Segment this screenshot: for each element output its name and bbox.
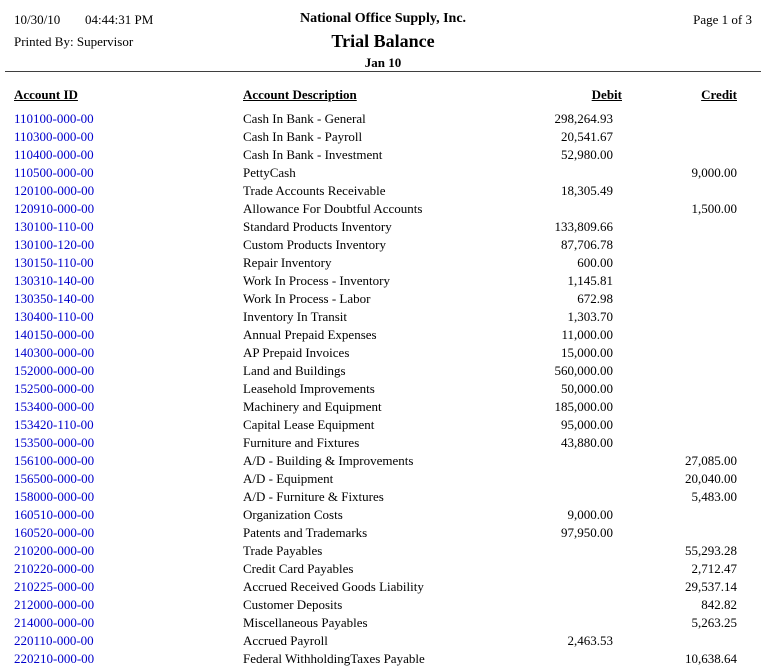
account-description-cell [243,236,500,254]
account-id-link[interactable]: 140150-000-00 [14,327,95,342]
account-id-link[interactable]: 160520-000-00 [14,525,95,540]
account-description-cell [243,596,500,614]
debit-cell [500,182,622,200]
column-header-account-id: Account ID [14,87,78,102]
credit-cell [622,254,737,272]
company-name: National Office Supply, Inc. [299,11,467,26]
credit-cell [622,470,737,488]
credit-amount: 2,712.47 [691,561,737,576]
credit-cell [622,164,737,182]
credit-amount: 55,293.28 [685,543,737,558]
credit-cell [622,542,737,560]
credit-cell [622,434,737,452]
debit-cell [500,326,622,344]
account-id-cell [0,578,243,596]
account-id-cell [0,200,243,218]
debit-cell [500,434,622,452]
debit-cell [500,128,622,146]
account-id-cell [0,110,243,128]
account-id-cell [0,362,243,380]
credit-cell [622,362,737,380]
account-description-cell [243,614,500,632]
account-id-cell [0,164,243,182]
account-description-cell [243,506,500,524]
account-description: Customer Deposits [243,597,343,612]
credit-amount: 5,483.00 [691,489,737,504]
account-description: A/D - Furniture & Fixtures [243,489,384,504]
table-row [0,344,766,362]
account-description-cell [243,344,500,362]
account-description-cell [243,110,500,128]
debit-amount: 87,706.78 [561,237,613,252]
account-id-link[interactable]: 153400-000-00 [14,399,95,414]
account-id-link[interactable]: 212000-000-00 [14,597,95,612]
table-row [0,326,766,344]
debit-amount: 20,541.67 [561,129,613,144]
table-row [0,596,766,614]
table-row [0,308,766,326]
debit-amount: 1,145.81 [567,273,613,288]
credit-amount: 5,263.25 [691,615,737,630]
account-id-cell [0,290,243,308]
debit-cell [500,488,622,506]
account-id-cell [0,344,243,362]
debit-amount: 1,303.70 [567,309,613,324]
account-description: Land and Buildings [243,363,346,378]
account-id-cell [0,506,243,524]
account-id-link[interactable]: 152500-000-00 [14,381,95,396]
account-description: Capital Lease Equipment [243,417,375,432]
debit-amount: 133,809.66 [554,219,613,234]
debit-cell [500,578,622,596]
credit-cell [622,236,737,254]
account-id-link[interactable]: 130100-120-00 [14,237,95,252]
debit-cell [500,380,622,398]
account-description: Accrued Payroll [243,633,328,648]
account-id-link[interactable]: 110100-000-00 [14,111,94,126]
debit-cell [500,254,622,272]
account-id-cell [0,416,243,434]
account-id-link[interactable]: 153500-000-00 [14,435,95,450]
column-header-cell [0,87,243,103]
account-id-cell [0,560,243,578]
account-id-cell [0,596,243,614]
debit-cell [500,542,622,560]
account-description-cell [243,470,500,488]
account-id-link[interactable]: 153420-110-00 [14,417,94,432]
debit-cell [500,596,622,614]
account-description-cell [243,434,500,452]
table-row [0,416,766,434]
credit-amount: 842.82 [701,597,737,612]
table-row [0,182,766,200]
account-id-cell [0,650,243,668]
account-id-link[interactable]: 110400-000-00 [14,147,94,162]
account-id-link[interactable]: 110300-000-00 [14,129,94,144]
account-description-cell [243,200,500,218]
table-row [0,524,766,542]
credit-cell [622,182,737,200]
account-id-cell [0,398,243,416]
account-id-link[interactable]: 120910-000-00 [14,201,95,216]
account-id-cell [0,146,243,164]
account-id-link[interactable]: 156100-000-00 [14,453,95,468]
credit-cell [622,326,737,344]
table-row [0,398,766,416]
account-id-link[interactable]: 152000-000-00 [14,363,95,378]
account-id-link[interactable]: 210220-000-00 [14,561,95,576]
account-description-cell [243,524,500,542]
credit-cell [622,128,737,146]
debit-cell [500,614,622,632]
credit-amount: 20,040.00 [685,471,737,486]
table-row [0,290,766,308]
debit-cell [500,308,622,326]
credit-cell [622,380,737,398]
column-header-cell [500,87,622,103]
table-row [0,110,766,128]
account-id-cell [0,452,243,470]
credit-cell [622,650,737,668]
account-description: Cash In Bank - General [243,111,366,126]
debit-amount: 560,000.00 [554,363,613,378]
account-description-cell [243,398,500,416]
table-body [0,110,766,668]
debit-cell [500,164,622,182]
table-row [0,200,766,218]
credit-cell [622,614,737,632]
debit-amount: 9,000.00 [567,507,613,522]
debit-cell [500,632,622,650]
table-row [0,470,766,488]
debit-cell [500,200,622,218]
account-description-cell [243,308,500,326]
account-description: Machinery and Equipment [243,399,382,414]
account-id-cell [0,272,243,290]
account-description: Allowance For Doubtful Accounts [243,201,423,216]
debit-cell [500,416,622,434]
account-id-cell [0,128,243,146]
table-header-row [0,72,766,110]
account-description: Work In Process - Inventory [243,273,390,288]
account-id-cell [0,470,243,488]
credit-cell [622,416,737,434]
table-row [0,578,766,596]
debit-amount: 11,000.00 [561,327,613,342]
credit-cell [622,596,737,614]
account-id-link[interactable]: 160510-000-00 [14,507,95,522]
debit-cell [500,524,622,542]
table-row [0,632,766,650]
table-row [0,380,766,398]
page-indicator: Page 1 of 3 [693,12,752,27]
debit-cell [500,290,622,308]
account-description-cell [243,362,500,380]
debit-cell [500,506,622,524]
account-id-link[interactable]: 220110-000-00 [14,633,94,648]
debit-cell [500,272,622,290]
account-description-cell [243,326,500,344]
debit-amount: 18,305.49 [561,183,613,198]
credit-cell [622,488,737,506]
table-row [0,218,766,236]
debit-cell [500,650,622,668]
account-id-link[interactable]: 130400-110-00 [14,309,94,324]
account-description-cell [243,146,500,164]
account-description: Standard Products Inventory [243,219,392,234]
debit-amount: 52,980.00 [561,147,613,162]
account-description-cell [243,632,500,650]
account-id-link[interactable]: 210225-000-00 [14,579,95,594]
account-description-cell [243,578,500,596]
account-id-cell [0,614,243,632]
account-id-link[interactable]: 156500-000-00 [14,471,95,486]
account-description-cell [243,452,500,470]
debit-amount: 600.00 [577,255,613,270]
account-description: Credit Card Payables [243,561,354,576]
credit-cell [622,110,737,128]
account-id-link[interactable]: 110500-000-00 [14,165,94,180]
account-id-cell [0,542,243,560]
account-description-cell [243,254,500,272]
account-description-cell [243,272,500,290]
account-id-link[interactable]: 158000-000-00 [14,489,95,504]
credit-cell [622,344,737,362]
debit-cell [500,110,622,128]
debit-amount: 298,264.93 [554,111,613,126]
credit-amount: 27,085.00 [685,453,737,468]
credit-cell [622,578,737,596]
account-description-cell [243,416,500,434]
column-header-cell [243,87,500,103]
account-description: Leasehold Improvements [243,381,375,396]
table-row [0,272,766,290]
credit-amount: 9,000.00 [691,165,737,180]
account-description: Work In Process - Labor [243,291,371,306]
account-description: Inventory In Transit [243,309,347,324]
report-period: Jan 10 [364,55,402,70]
account-id-cell [0,488,243,506]
account-description: Cash In Bank - Investment [243,147,383,162]
debit-cell [500,452,622,470]
report-title: Trial Balance [331,31,435,51]
table-row [0,614,766,632]
account-id-cell [0,308,243,326]
account-description: PettyCash [243,165,296,180]
debit-amount: 15,000.00 [561,345,613,360]
printed-by: Printed By: Supervisor [14,34,134,49]
table-row [0,128,766,146]
debit-cell [500,398,622,416]
account-description: Trade Accounts Receivable [243,183,386,198]
debit-cell [500,236,622,254]
column-header-account-description: Account Description [243,87,357,102]
credit-cell [622,524,737,542]
account-id-cell [0,632,243,650]
account-id-link[interactable]: 130100-110-00 [14,219,94,234]
credit-cell [622,218,737,236]
account-id-cell [0,434,243,452]
credit-cell [622,272,737,290]
account-id-cell [0,326,243,344]
account-id-link[interactable]: 214000-000-00 [14,615,95,630]
account-description: Furniture and Fixtures [243,435,360,450]
table-row [0,434,766,452]
account-description: A/D - Equipment [243,471,334,486]
credit-cell [622,290,737,308]
credit-cell [622,560,737,578]
account-id-cell [0,218,243,236]
table-row [0,254,766,272]
debit-amount: 672.98 [577,291,613,306]
account-description: Custom Products Inventory [243,237,386,252]
credit-cell [622,200,737,218]
account-id-cell [0,182,243,200]
account-id-cell [0,380,243,398]
credit-cell [622,308,737,326]
account-description: Patents and Trademarks [243,525,368,540]
account-description-cell [243,650,500,668]
debit-cell [500,470,622,488]
debit-amount: 50,000.00 [561,381,613,396]
credit-cell [622,146,737,164]
column-header-cell [622,87,737,103]
credit-amount: 10,638.64 [685,651,737,666]
account-description: Repair Inventory [243,255,332,270]
account-description: Federal WithholdingTaxes Payable [243,651,425,666]
table-row [0,542,766,560]
account-id-cell [0,254,243,272]
account-description-cell [243,542,500,560]
account-id-cell [0,236,243,254]
account-description: Organization Costs [243,507,343,522]
print-time: 04:44:31 PM [85,12,154,27]
table-row [0,362,766,380]
account-description: A/D - Building & Improvements [243,453,414,468]
account-id-link[interactable]: 130150-110-00 [14,255,94,270]
credit-cell [622,506,737,524]
table-row [0,488,766,506]
credit-amount: 29,537.14 [685,579,737,594]
credit-cell [622,632,737,650]
account-description: Miscellaneous Payables [243,615,368,630]
debit-amount: 185,000.00 [554,399,613,414]
credit-cell [622,452,737,470]
debit-cell [500,560,622,578]
account-id-link[interactable]: 220210-000-00 [14,651,95,666]
column-header-credit: Credit [701,87,737,102]
table-row [0,452,766,470]
account-id-cell [0,524,243,542]
account-description-cell [243,380,500,398]
account-description: AP Prepaid Invoices [243,345,350,360]
table-row [0,650,766,668]
account-description: Annual Prepaid Expenses [243,327,377,342]
table-row [0,146,766,164]
account-description-cell [243,488,500,506]
debit-cell [500,344,622,362]
account-description-cell [243,128,500,146]
account-id-link[interactable]: 130350-140-00 [14,291,95,306]
debit-amount: 95,000.00 [561,417,613,432]
account-id-link[interactable]: 130310-140-00 [14,273,95,288]
debit-cell [500,146,622,164]
debit-amount: 97,950.00 [561,525,613,540]
account-id-link[interactable]: 120100-000-00 [14,183,95,198]
account-description-cell [243,560,500,578]
account-description-cell [243,164,500,182]
account-description: Accrued Received Goods Liability [243,579,424,594]
account-id-link[interactable]: 210200-000-00 [14,543,95,558]
debit-amount: 2,463.53 [567,633,613,648]
account-description-cell [243,218,500,236]
account-description-cell [243,290,500,308]
debit-cell [500,362,622,380]
column-header-debit: Debit [591,87,622,102]
account-id-link[interactable]: 140300-000-00 [14,345,95,360]
table-row [0,560,766,578]
table-row [0,236,766,254]
account-description: Cash In Bank - Payroll [243,129,363,144]
account-description-cell [243,182,500,200]
report-header [0,0,766,71]
debit-cell [500,218,622,236]
debit-amount: 43,880.00 [561,435,613,450]
credit-cell [622,398,737,416]
table-row [0,164,766,182]
print-date: 10/30/10 [14,12,61,27]
account-description: Trade Payables [243,543,323,558]
credit-amount: 1,500.00 [691,201,737,216]
table-row [0,506,766,524]
